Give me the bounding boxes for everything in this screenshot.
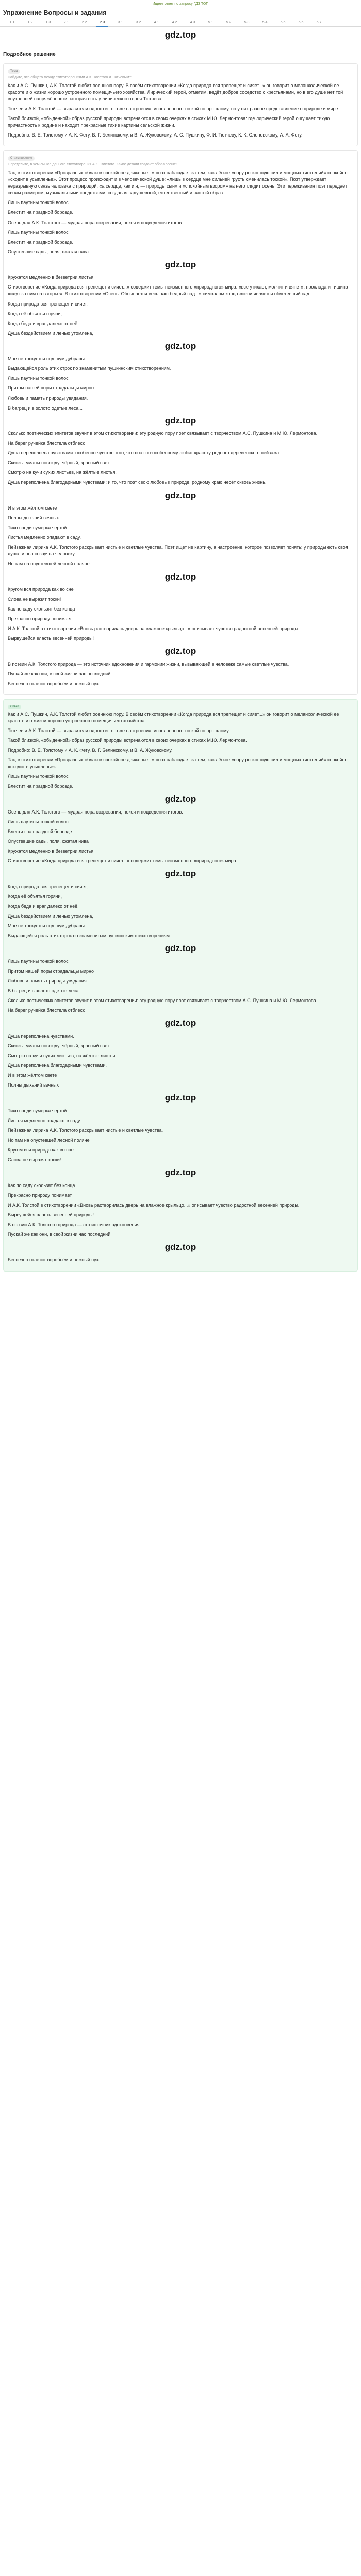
watermark: gdz.top: [165, 341, 196, 351]
card-paragraph: Беспечно отлетит воробьём и нежный пух.: [8, 1257, 100, 1263]
tab-3-2[interactable]: 3.2: [136, 21, 141, 25]
card-paragraph: Смотрю на кучи сухих листьев, на жёлтые листья.: [8, 1053, 117, 1058]
card-paragraph: Но там на опустевшей лесной поляне: [8, 1137, 90, 1143]
tab-4-2[interactable]: 4.2: [172, 21, 177, 25]
card-paragraph: Лишь паутины тонкой волос: [8, 229, 69, 235]
card-paragraph: Такой близкой, «обыденной» образ русской природы встречаются в своих очерках в стихах М.Ю. Лермонтова: где лирический герой ощущает тихую причастность к родине и находит прекрасные тихие картины сельской жизни.: [8, 116, 330, 128]
solution-card: [3, 699, 358, 1271]
card-paragraph: Полны дыханий вечных: [8, 1082, 59, 1088]
card-paragraph: Выдающейся роль этих строк по знаменитым пушкинским стихотворениям.: [8, 366, 171, 371]
tab-5-5[interactable]: 5.5: [280, 21, 286, 25]
card-paragraph: Блестит на праздной борозде.: [8, 829, 74, 835]
solution-cards: [0, 63, 361, 1271]
watermark: gdz.top: [165, 943, 196, 954]
watermark: gdz.top: [165, 259, 196, 269]
card-paragraph: Кружатся медленно в безветрии листья.: [8, 275, 95, 280]
tab-2-3[interactable]: 2.3: [93, 20, 111, 26]
card-paragraph: Когда её объятья горячи,: [8, 893, 62, 899]
card-paragraph: Сквозь туманы повсюду: чёрный, красный свет: [8, 460, 110, 466]
watermark: gdz.top: [165, 490, 196, 500]
card-paragraph: Тихо среди сумерки чертой: [8, 525, 67, 531]
card-paragraph: Когда беда и враг далеко от неё,: [8, 903, 79, 909]
card-paragraph: Пускай же как они, в свой жизни час последний,: [8, 671, 112, 677]
card-paragraph: Осень для А.К. Толстого — мудрая пора созревания, покоя и подведения итогов.: [8, 219, 183, 225]
card-paragraph: Кружатся медленно в безветрии листья.: [8, 849, 95, 854]
watermark: gdz.top: [165, 646, 196, 656]
tab-1-2[interactable]: 1.2: [27, 21, 33, 25]
section-title: Подробное решение: [3, 51, 56, 57]
card-tag: Стихотворение: [8, 156, 35, 161]
card-paragraph: Подробно: В. Е. Толстому и А. К. Фету, В. Г. Белинскому, и В. А. Жуковскому, А. С. Пушкину, Ф. И. Тютчеву, К. К. Слоновскому, А. А. Фету.: [8, 132, 303, 138]
card-paragraph: На берег ручейка блестела отблеск: [8, 440, 85, 446]
card-paragraph: И в этом жёлтом свете: [8, 1072, 57, 1078]
card-paragraph: Стихотворение «Когда природа вся трепещет и сияет...» содержит темы неизменного «природного» мира: «все утихает, молчит и вянет»; прохлада и тишина «идут за ним на взгорье». В стихотворении «Осень. Обсыпается весь наш бедный сад...» символом конца жизни является облетевший сад.: [8, 284, 348, 297]
card-paragraph: Как по саду скользят без конца: [8, 1182, 75, 1188]
card-paragraph: Вырвущейся власть весенней природы!: [8, 636, 94, 641]
card-paragraph: Лишь паутины тонкой волос: [8, 200, 69, 206]
tab-2-2[interactable]: 2.2: [81, 21, 87, 25]
card-paragraph: Душа переполнена чувствами.: [8, 1033, 74, 1039]
card-paragraph: В поэзии А.К. Толстого природа — это источник вдохновения.: [8, 1222, 141, 1227]
card-paragraph: Опустевшие сады, поля, сжатая нива: [8, 839, 89, 844]
card-paragraph: Кругом вся природа как во сне: [8, 587, 74, 592]
card-paragraph: Пейзажная лирика А.К. Толстого раскрывает чистые и светлые чувства.: [8, 1127, 163, 1133]
card-paragraph: Так, в стихотворении «Прозрачных облаков спокойное движенье...» поэт наблюдает за тем, как лёгкое «пору роскошную сил и мощных тяготений» спокойно «сходит в усыпленье».: [8, 757, 348, 770]
card-paragraph: Лишь паутины тонкой волос: [8, 774, 69, 779]
card-paragraph: В багрец и в золото одетые леса...: [8, 405, 83, 411]
card-paragraph: Кругом вся природа как во сне: [8, 1147, 74, 1153]
card-paragraph: На берег ручейка блестела отблеск: [8, 1008, 85, 1013]
card-paragraph: Слова не выразят тоски!: [8, 597, 61, 602]
watermark: gdz.top: [165, 1242, 196, 1252]
card-paragraph: Тютчев и А.К. Толстой — выразители одного и того же настроения, исполненного тоской по прошлому, но у них разное представление о природе и мире.: [8, 106, 339, 112]
card-paragraph: Как и А.С. Пушкин, А.К. Толстой любит осеннюю пору. В своём стихотворении «Когда природа вся трепещет и сияет...» он говорит о меланхолической ее красоте и о жизни хорошо устроенного помещичьего хозяйства. Лирический герой, отметим, ведёт доброе соседство с крестьянами, но в его душе нет той внутренней напряжённости, которая есть у лирического героя Тютчева.: [8, 83, 343, 102]
card-paragraph: Полны дыханий вечных: [8, 515, 59, 521]
card-paragraph: Выдающейся роль этих строк по знаменитым пушкинским стихотворениям.: [8, 933, 171, 939]
card-paragraph: Мне не тоскуется под шум дубравы.: [8, 923, 86, 929]
card-paragraph: Сколько поэтических эпитетов звучит в этом стихотворении: эту родную пору поэт связывает с творчеством А.С. Пушкина и М.Ю. Лермонтова.: [8, 997, 318, 1003]
watermark: gdz.top: [165, 1167, 196, 1177]
card-paragraph: И А.К. Толстой в стихотворении «Вновь растворилась дверь на влажное крыльцо...» описывает чувство радостной весенней природы.: [8, 1202, 300, 1208]
card-paragraph: Прекрасно природу понимает: [8, 616, 72, 622]
card-paragraph: Как и А.С. Пушкин, А.К. Толстой любит осеннюю пору. В своём стихотворении «Когда природа вся трепещет и сияет...» он говорит о меланхолической ее красоте и о жизни хорошо устроенного помещичьего хозяйства.: [8, 711, 339, 723]
card-paragraph: Тихо среди сумерки чертой: [8, 1108, 67, 1113]
card-paragraph: Лишь паутины тонкой волос: [8, 819, 69, 824]
watermark: gdz.top: [165, 415, 196, 426]
tab-1-1[interactable]: 1.1: [9, 21, 15, 25]
card-paragraph: Блестит на праздной борозде.: [8, 239, 74, 245]
watermark: gdz.top: [165, 869, 196, 879]
card-paragraph: Когда беда и враг далеко от неё,: [8, 320, 79, 326]
tab-5-2[interactable]: 5.2: [226, 21, 232, 25]
card-paragraph: Притом нашей поры страдальцы мирно: [8, 968, 94, 974]
card-paragraph: Так, в стихотворении «Прозрачных облаков спокойное движенье...» поэт наблюдает за тем, как лёгкое «пору роскошную сил и мощных тяготений» спокойно «сходит в усыпленье». Этот процесс происходит и в человеческой душе: «лишь в сердце мне сильней грусть сменилась тоской». Поэт утверждает неразрывную связь человека с природой: «а сердце, как и я, — природы сын» и «спокойным взором» на него глядит осень. Эти переживания поэт передаёт своим размером, музыкальными средствами, создавая задушевный, естественный и чистый образ.: [8, 170, 348, 196]
card-paragraph: Сквозь туманы повсюду: чёрный, красный свет: [8, 1043, 110, 1048]
card-paragraph: Прекрасно природу понимает: [8, 1192, 72, 1198]
card-tag: Ответ: [8, 705, 21, 709]
card-paragraph: Когда её объятья горячи,: [8, 311, 62, 316]
card-paragraph: Когда природа вся трепещет и сияет,: [8, 884, 88, 889]
card-paragraph: Когда природа вся трепещет и сияет,: [8, 301, 88, 307]
card-paragraph: Мне не тоскуется под шум дубравы.: [8, 356, 86, 362]
card-paragraph: Опустевшие сады, поля, сжатая нива: [8, 249, 89, 255]
card-paragraph: И в этом жёлтом свете: [8, 505, 57, 511]
card-question: Найдите, что общего между стихотворениями А.К. Толстого и Тютчевым?: [8, 75, 132, 79]
card-paragraph: Но там на опустевшей лесной поляне: [8, 561, 90, 567]
page-title: Упражнение Вопросы и задания: [3, 9, 107, 16]
tab-4-3[interactable]: 4.3: [190, 21, 195, 25]
card-paragraph: И А.К. Толстой в стихотворении «Вновь растворилась дверь на влажное крыльцо...» описывает чувство радостной весенней природы.: [8, 626, 300, 632]
card-paragraph: Любовь и память природы увядания.: [8, 395, 88, 401]
watermark: gdz.top: [165, 1018, 196, 1028]
card-paragraph: Блестит на праздной борозде.: [8, 210, 74, 215]
tab-4-1[interactable]: 4.1: [154, 21, 159, 25]
card-paragraph: Тютчев и А.К. Толстой — выразители одного и того же настроения, исполненного тоской по прошлому.: [8, 727, 230, 733]
watermark: gdz.top: [165, 1093, 196, 1103]
top-note: Ищете ответ по запросу ГДЗ ТОП: [152, 2, 209, 6]
card-paragraph: Душа бездействием и ленью утомлена,: [8, 330, 93, 336]
tab-5-6[interactable]: 5.6: [298, 21, 304, 25]
card-paragraph: Лишь паутины тонкой волос: [8, 376, 69, 381]
watermark: gdz.top: [165, 30, 196, 40]
tab-5-4[interactable]: 5.4: [262, 21, 268, 25]
card-paragraph: Пускай же как они, в свой жизни час последний,: [8, 1231, 112, 1237]
card-paragraph: Осень для А.К. Толстого — мудрая пора созревания, покоя и подведения итогов.: [8, 809, 183, 815]
tab-3-1[interactable]: 3.1: [118, 21, 123, 25]
card-paragraph: Такой близкой, «обыденной» образ русской природы встречаются в своих очерках в стихах М.Ю. Лермонтова.: [8, 738, 247, 743]
card-paragraph: Лишь паутины тонкой волос: [8, 958, 69, 964]
card-paragraph: Сколько поэтических эпитетов звучит в этом стихотворении: эту родную пору поэт связывает с творчеством А.С. Пушкина и М.Ю. Лермонтова.: [8, 431, 318, 436]
card-paragraph: Беспечно отлетит воробьём и нежный пух.: [8, 681, 100, 687]
card-tag: Тема: [8, 69, 20, 74]
tab-5-3[interactable]: 5.3: [244, 21, 250, 25]
card-question: Определите, в чём смысл данного стихотворения А.К. Толстого. Какие детали создают образ осени?: [8, 163, 177, 167]
exercise-tabs: [0, 19, 361, 27]
card-paragraph: Душа переполнена благодарными чувствами: и то, что поэт свою любовь к природе, родному краю несёт сквозь жизнь.: [8, 480, 267, 485]
card-paragraph: Вырвущейся власть весенней природы!: [8, 1212, 94, 1217]
card-paragraph: Листья медленно опадают в саду.: [8, 1117, 81, 1123]
card-paragraph: Подробно: В. Е. Толстому и А. К. Фету, В. Г. Белинскому, и В. А. Жуковскому.: [8, 748, 173, 753]
tab-5-7[interactable]: 5.7: [316, 21, 322, 25]
watermark: gdz.top: [165, 571, 196, 582]
card-paragraph: Пейзажная лирика А.К. Толстого раскрывает чистые и светлые чувства. Поэт ищет не картину, а настроение, которое позволяет понять: у природы есть своя душа, и она созвучна человеку.: [8, 545, 348, 557]
card-paragraph: Блестит на праздной борозде.: [8, 784, 74, 789]
card-paragraph: Как по саду скользят без конца: [8, 606, 75, 612]
card-paragraph: Смотрю на кучи сухих листьев, на жёлтые листья.: [8, 470, 117, 476]
watermark: gdz.top: [165, 794, 196, 804]
solution-card: [3, 150, 358, 695]
tab-2-1[interactable]: 2.1: [63, 21, 69, 25]
card-paragraph: Стихотворение «Когда природа вся трепещет и сияет...» содержит темы неизменного «природного» мира.: [8, 858, 238, 864]
card-paragraph: Душа бездействием и ленью утомлена,: [8, 913, 93, 919]
card-paragraph: Душа переполнена благодарными чувствами.: [8, 1062, 107, 1068]
card-paragraph: В поэзии А.К. Толстого природа — это источник вдохновения и гармонии жизни, вызывающей в человеке самые светлые чувства.: [8, 662, 289, 667]
solution-card: [3, 63, 358, 146]
card-paragraph: Душа переполнена чувствами: особенно чувство того, что поэт по-особенному любит красоту родного деревенского пейзажа.: [8, 450, 281, 456]
card-paragraph: Притом нашей поры страдальцы мирно: [8, 385, 94, 391]
tab-5-1[interactable]: 5.1: [208, 21, 214, 25]
card-paragraph: В багрец и в золото одетые леса...: [8, 988, 83, 993]
card-paragraph: Листья медленно опадают в саду.: [8, 535, 81, 540]
card-paragraph: Любовь и память природы увядания.: [8, 978, 88, 984]
tab-1-3[interactable]: 1.3: [45, 21, 51, 25]
card-paragraph: Слова не выразят тоски!: [8, 1157, 61, 1162]
